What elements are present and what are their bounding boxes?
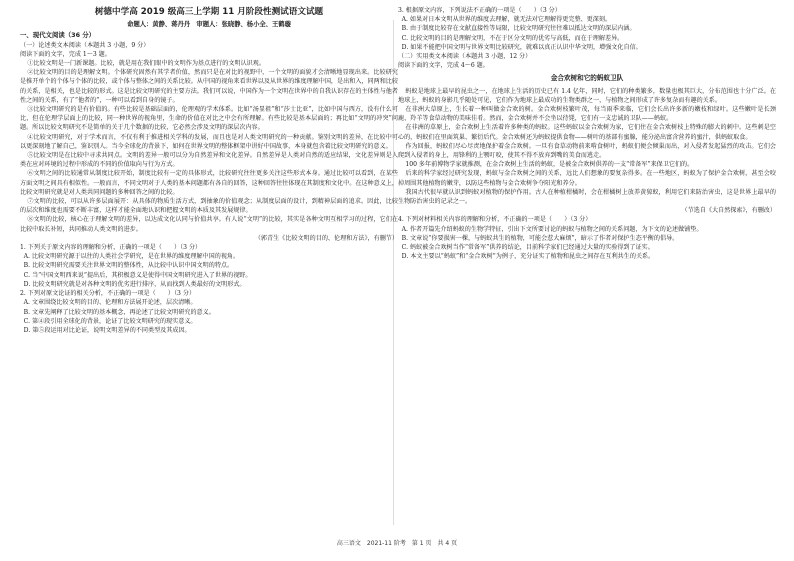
question-option: D. 比较文明研究就是对各种文明的优劣进行排序，从而找到人类最好的文明形式。: [23, 280, 246, 288]
question-option: D. 第⑤段运用对比论证，说明文明差异的不同类型及其成因。: [23, 326, 191, 334]
paragraph: ③比较文明研究的是有价值的。有些比较是基础层面的，伦理观的学术体系。比如“汤显祖”和“莎士比亚”，比如中国与西方，没有什么可比，但在伦理学层面上的比较，同一种世界的视角里，生命的价值在对比之中会有所理解。有些比较是基本层面的；再比如“文明的冲突”问题。所以比较文明研究不是简单的关于几个数据的比较，它必然会涉及文明的深层次内容。: [20, 106, 398, 132]
article-title: 金合欢树和它的蚂蚁卫队: [550, 74, 624, 83]
question-option: C. 蚂蚁被金合欢树当作“常备军”供养的结论，目前科学家们已经通过大量的实验得到了证实。: [401, 244, 654, 252]
page-footer: 高三语文 2021-11 阶考 第 1 页 共 4 页: [336, 540, 458, 547]
question-option: B. 文章说“你要损害一棵，与蚂蚁共生的植物，可能会惹大麻烦”，暗示了作者对保护生态平衡的倡导。: [401, 234, 679, 242]
question-option: B. 文章先阐释了比较文明的基本概念，再论述了比较文明研究的意义。: [23, 308, 215, 316]
paragraph: 蚂蚁是地球上最早的昆虫之一，在地球上生活的历史已有 1.4 亿年，同时，它们的种类繁多，数量也极其巨大，分布范围也十分广泛。在地球上，蚂蚁的身影几乎随处可见，它们作为地球上最成功的生物类群之一，与植物之间形成了许多复杂而有趣的关系。: [398, 87, 776, 104]
question-option: B. 比较文明研究需要关注世界文明的整体性，从比较中认识中国文明的特点。: [23, 262, 234, 270]
paragraph: 我国古代很早就认识到蚂蚁对植物的保护作用。古人在种植柑橘时，会在柑橘树上放养黄猄蚁，利用它们来防治害虫，这是世界上最早的生物防治害虫的记录之一。: [398, 188, 776, 206]
question-option: C. 当“中国文明西来说”提出后，其积极意义是使得中国文明研究进入了世界的视野。: [23, 271, 252, 279]
paragraph: ⑥文明之间的比较通常从制度比较开始，制度比较有一定的具体形式，比较研究往往更多关注这些形式本身。通过比较可以看到，在某些方面文明之间具有相似性。一般而言，不同文明对于人类的基本问题都有各自的回答，这种回答往往体现在其制度和文化中。在这种意义上，比较文明研究就是对人类共同问题的多种回答之间的比较。: [20, 170, 398, 196]
paragraph: 100 多年前博物学家就推测，在金合欢树上生活的蚂蚁，是被金合欢树供养的一支“常备军”来保卫它们的。: [405, 161, 694, 169]
right-column: [398, 6, 776, 261]
question-option: A. 文章围绕比较文明的目的、伦理和方法展开论述，层次清晰。: [23, 299, 197, 307]
instruction: 阅读下面的文字，完成 1～3 题。: [20, 50, 111, 58]
question-option: B. 由于制度比较存在文献直接性等局限，比较文明研究往往难以抵达文明的深层内涵。: [401, 25, 636, 33]
authors-line: 命题人：黄静、蒋丹丹 审题人：张晓静、杨小全、王鹤璇: [127, 21, 291, 29]
page-title: 树德中学高 2019 级高三上学期 11 月阶段性测试语文试题: [94, 7, 324, 17]
instruction: 阅读下面的文字，完成 4～6 题。: [398, 62, 489, 70]
question-option: D. 如果不能把中国文明与世界文明比较研究，就难以真正认识中华文明，增强文化自信。: [401, 43, 642, 51]
question-stem: 2. 下列对原文论证的相关分析，不正确的一项是（ ）（3 分）: [20, 290, 196, 298]
paragraph: 作为回报，蚂蚁们尽心尽责地保护着金合欢树。一旦有食草动物前来啃食树叶，蚂蚁们便会倾巢而出，对入侵者发起猛烈的攻击。它们会爬到入侵者的身上，用锋利的上颚叮咬，使其不得不放弃到嘴的美食而逃走。: [398, 142, 776, 160]
paragraph: ⑤比较文明是在比较中寻求共同点。文明的差异一般可以分为自然差异和文化差异。自然差异是人类对自然的适应结果，文化差异则是人类在应对环境的过程中形成的不同的价值取向与行为方式。: [20, 152, 398, 169]
paragraph: ④比较文明研究，对于学术而言，不仅有利于推进相关学科的发展，而且也是对人类文明研究的一种贡献。鉴别文明的差异，在比较中可以更深刻地了解自己，鉴识别人。当今全球化的背景下，如何在世界文明的整体框架中讲好中国故事，本身就包含着比较文明研究的意义。: [20, 133, 398, 150]
section-heading: 一、现代文阅读（36 分）: [20, 31, 96, 40]
question-option: A. 如果对日本文明从世界的维度去理解，就无法对它理解得更完整、更深刻。: [401, 16, 612, 24]
paragraph: 后来的科学家经过研究发现，蚂蚁与金合欢树之间的关系，远比人们想象的要复杂得多。在一些地区，蚂蚁为了保护金合欢树，甚至会咬掉周围其他植物的嫩芽，以防这些植物与金合欢树争夺阳光和养分。: [398, 170, 776, 187]
question-option: D. 本文主要以“蚂蚁”和“金合欢树”为例子，充分证实了植物和昆虫之间存在互利共生的关系。: [401, 253, 655, 261]
paragraph: ①比较文明是一门新课题。比较，就是用在我们眼中的文明作为基点进行的文明认识观。: [27, 60, 265, 68]
paragraph: 在非洲大草原上，生长着一种叫做金合欢的树。金合欢树枝繁叶茂，每当雨季来临，它们会长出许多新的嫩枝和绿叶。这些嫩叶是长颈鹿、羚羊等食草动物的美味佳肴。然而，金合欢树并不会坐以待毙，它们有一支忠诚的卫队——蚂蚁。: [398, 106, 776, 123]
source-note: （郭青生《比较文明的目的、伦理和方法》，有删节）: [254, 234, 398, 242]
question-option: C. 比较文明的目的是理解文明，不在于区分文明的优劣与高低，而在于理解差异。: [401, 34, 624, 42]
question-option: A. 比较文明研究源于以往的人类社会学研究，是在世界的维度理解中国的视角。: [23, 253, 240, 261]
source-note: （节选自《大自然探索》，有删改）: [681, 207, 776, 215]
paragraph: ②比较文明的目的是理解文明。个体研究固然有其学者价值，然而只是在对比的视野中，一个文明的面貌才会清晰地显现出来。比较研究是推开单个的个体与个体的比较，或个体与整体之间的关系比较。从中国的视角来看世界以及从世界的维度理解中国，是出和入，同两和比较的关系，是相关，也是比较的形式。这是比较文明研究的主要方法。我们可以说，中国作为一个文明在世界中的自我认识存在的主体性与他者性之间的关系，有了“他者的”，一种可以看到自身的镜子。: [20, 69, 398, 104]
part-heading: （一）论述类文本阅读（本题共 3 小题，9 分）: [20, 41, 150, 49]
paragraph: ⑦文明的比较，可以从许多层面展开：从具体的物质生活方式，到抽象的价值观念；从制度层面的设计，到精神层面的追求。因此，比较的层次和维度也需要不断丰富，这样才能全面地认识和把握文明的本质及其发展规律。: [20, 198, 398, 215]
question-stem: 1. 下列关于原文内容的理解和分析，正确的一项是（ ）（3 分）: [20, 244, 202, 252]
question-option: A. 作者开篇先介绍蚂蚁的生物学特征，引出下文所要讨论的蚂蚁与植物之间的关系问题，为下文的论述做铺垫。: [401, 225, 703, 233]
question-stem: 3. 根据原文内容，下列说法不正确的一项是（ ）（3 分）: [398, 7, 561, 14]
paragraph: 在非洲的草原上，金合欢树上生活着许多种类的蚂蚁。这些蚂蚁以金合欢树为家，它们住在金合欢树枝上特殊的膨大的刺中。这些刺是空心的，蚂蚁们在里面筑巢、繁衍后代。金合欢树还为蚂蚁提供食物——树叶的基部有蜜腺，能分泌出富含营养的蜜汁，供蚂蚁取食。: [398, 124, 776, 141]
question-option: C. 第④段引用全球化的背景，论证了比较文明研究的现实意义。: [23, 317, 197, 325]
paragraph: ⑧文明的比较，核心在于理解文明的差异，以达成文化认同与价值共享。有人说“文明”的比较，其实是各种文明互相学习的过程，它们在比较中取长补短，共同推动人类文明的进步。: [20, 216, 398, 233]
part-heading: （二）实用类文本阅读（本题共 3 小题，12 分）: [398, 53, 532, 61]
left-column: [20, 6, 398, 335]
question-stem: 4. 下列对材料相关内容的理解和分析，不正确的一项是（ ）（3 分）: [398, 216, 592, 224]
